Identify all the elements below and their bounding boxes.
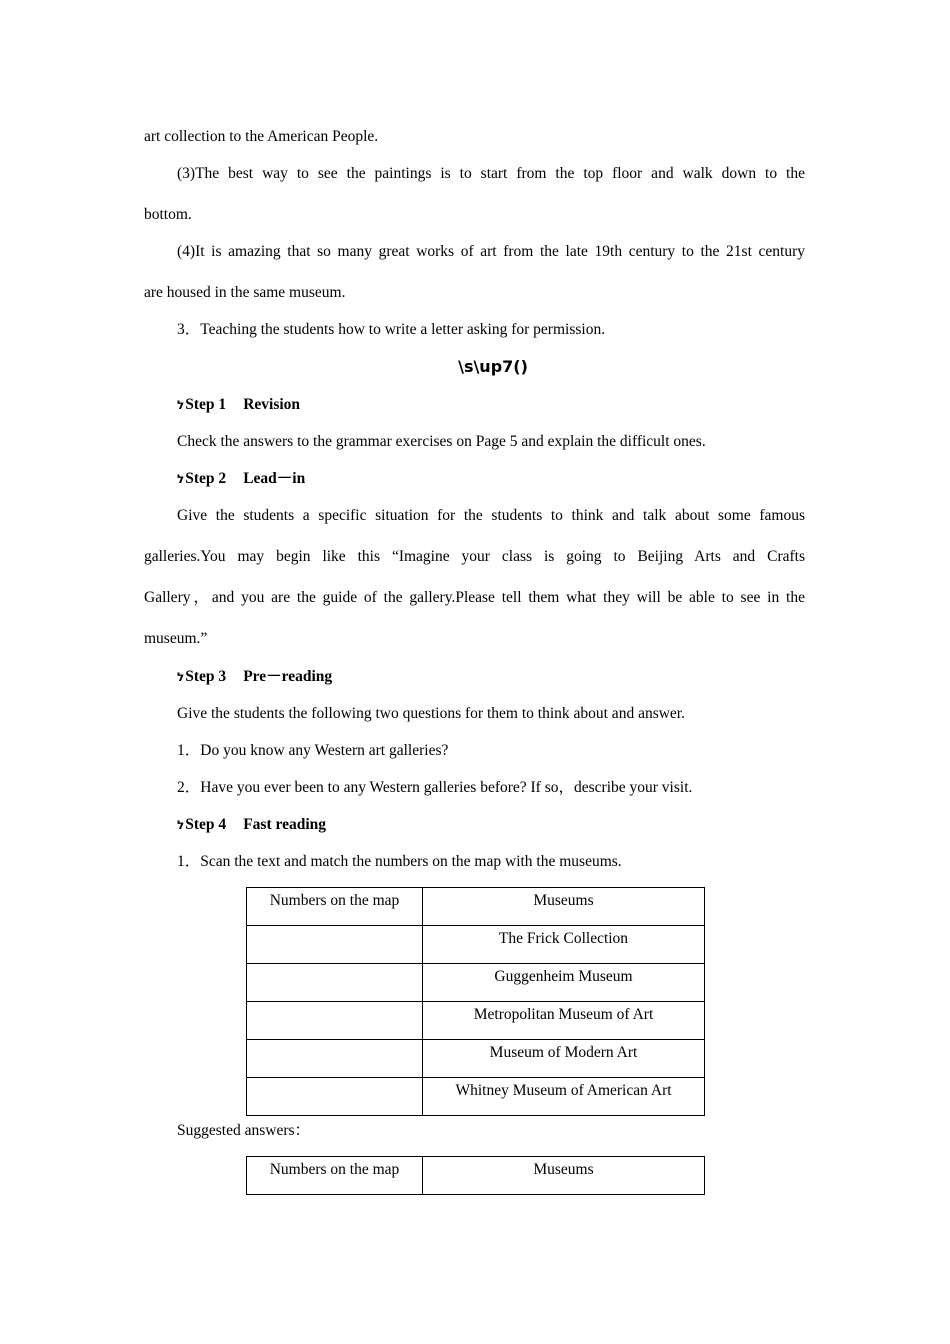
- step-4-label: Step 4: [185, 816, 227, 833]
- item-3-line-2: bottom.: [144, 206, 192, 223]
- step-4-title: Fast reading: [243, 816, 327, 833]
- suggested-answers-label: Suggested answers：: [177, 1122, 311, 1139]
- step-2-title: Lead－in: [243, 470, 306, 487]
- step-2-line-3: Gallery，and you are the guide of the gallery.Please tell them what they will be able to see in the: [144, 589, 805, 606]
- point-3: 3．Teaching the students how to write a letter asking for permission.: [177, 321, 606, 338]
- table-cell-museum: Whitney Museum of American Art: [423, 1078, 705, 1116]
- table-row: [247, 1002, 705, 1040]
- step-3-question-1: 1．Do you know any Western art galleries?: [177, 742, 449, 759]
- museum-match-table: [246, 887, 705, 1116]
- step-3-heading: [177, 667, 332, 687]
- table-row: [247, 964, 705, 1002]
- step-2-heading: [177, 469, 305, 489]
- step-2-line-2: galleries.You may begin like this “Imagine your class is going to Beijing Arts and Crafts: [144, 548, 805, 565]
- item-4-line-1: (4)It is amazing that so many great works of art from the late 19th century to the 21st century: [177, 243, 805, 260]
- table-cell-number: [247, 1078, 423, 1116]
- step-4-heading: [177, 815, 326, 835]
- table-cell-museum: Metropolitan Museum of Art: [423, 1002, 705, 1040]
- table-cell-museum: Museum of Modern Art: [423, 1040, 705, 1078]
- step-1-text: Check the answers to the grammar exercises on Page 5 and explain the difficult ones.: [177, 433, 706, 450]
- item-3-line-1: (3)The best way to see the paintings is to start from the top floor and walk down to the: [177, 165, 805, 182]
- field-code: \s\up7(): [458, 357, 528, 376]
- table-cell-number: [247, 926, 423, 964]
- step-1-title: Revision: [243, 396, 301, 413]
- table-row: [247, 926, 705, 964]
- step-3-intro: Give the students the following two questions for them to think about and answer.: [177, 705, 685, 722]
- step-1-label: Step 1: [185, 396, 227, 413]
- table-header-cell: Museums: [423, 1157, 705, 1195]
- table-cell-number: [247, 1002, 423, 1040]
- step-2-line-1: Give the students a specific situation for the students to think and talk about some famous: [177, 507, 805, 524]
- table-header-row: [247, 888, 705, 926]
- step-marker-icon: ל: [177, 472, 185, 486]
- table-cell-number: [247, 964, 423, 1002]
- step-1-heading: [177, 395, 300, 415]
- table-header-row: [247, 1157, 705, 1195]
- table-cell-museum: The Frick Collection: [423, 926, 705, 964]
- step-2-label: Step 2: [185, 470, 227, 487]
- step-marker-icon: ל: [177, 398, 185, 412]
- table-row: [247, 1040, 705, 1078]
- table-cell-museum: Guggenheim Museum: [423, 964, 705, 1002]
- table-row: [247, 1078, 705, 1116]
- table-header-cell: Numbers on the map: [247, 888, 423, 926]
- step-3-label: Step 3: [185, 668, 227, 685]
- step-marker-icon: ל: [177, 818, 185, 832]
- item-4-line-2: are housed in the same museum.: [144, 284, 346, 301]
- paragraph-continuation: art collection to the American People.: [144, 128, 379, 145]
- step-3-question-2: 2．Have you ever been to any Western galleries before? If so，describe your visit.: [177, 779, 693, 796]
- step-3-title: Pre－reading: [243, 668, 333, 685]
- step-2-line-4: museum.”: [144, 630, 208, 647]
- table-cell-number: [247, 1040, 423, 1078]
- table-header-cell: Museums: [423, 888, 705, 926]
- step-marker-icon: ל: [177, 670, 185, 684]
- suggested-answers-table: [246, 1156, 705, 1195]
- step-4-task-1: 1．Scan the text and match the numbers on the map with the museums.: [177, 853, 622, 870]
- table-header-cell: Numbers on the map: [247, 1157, 423, 1195]
